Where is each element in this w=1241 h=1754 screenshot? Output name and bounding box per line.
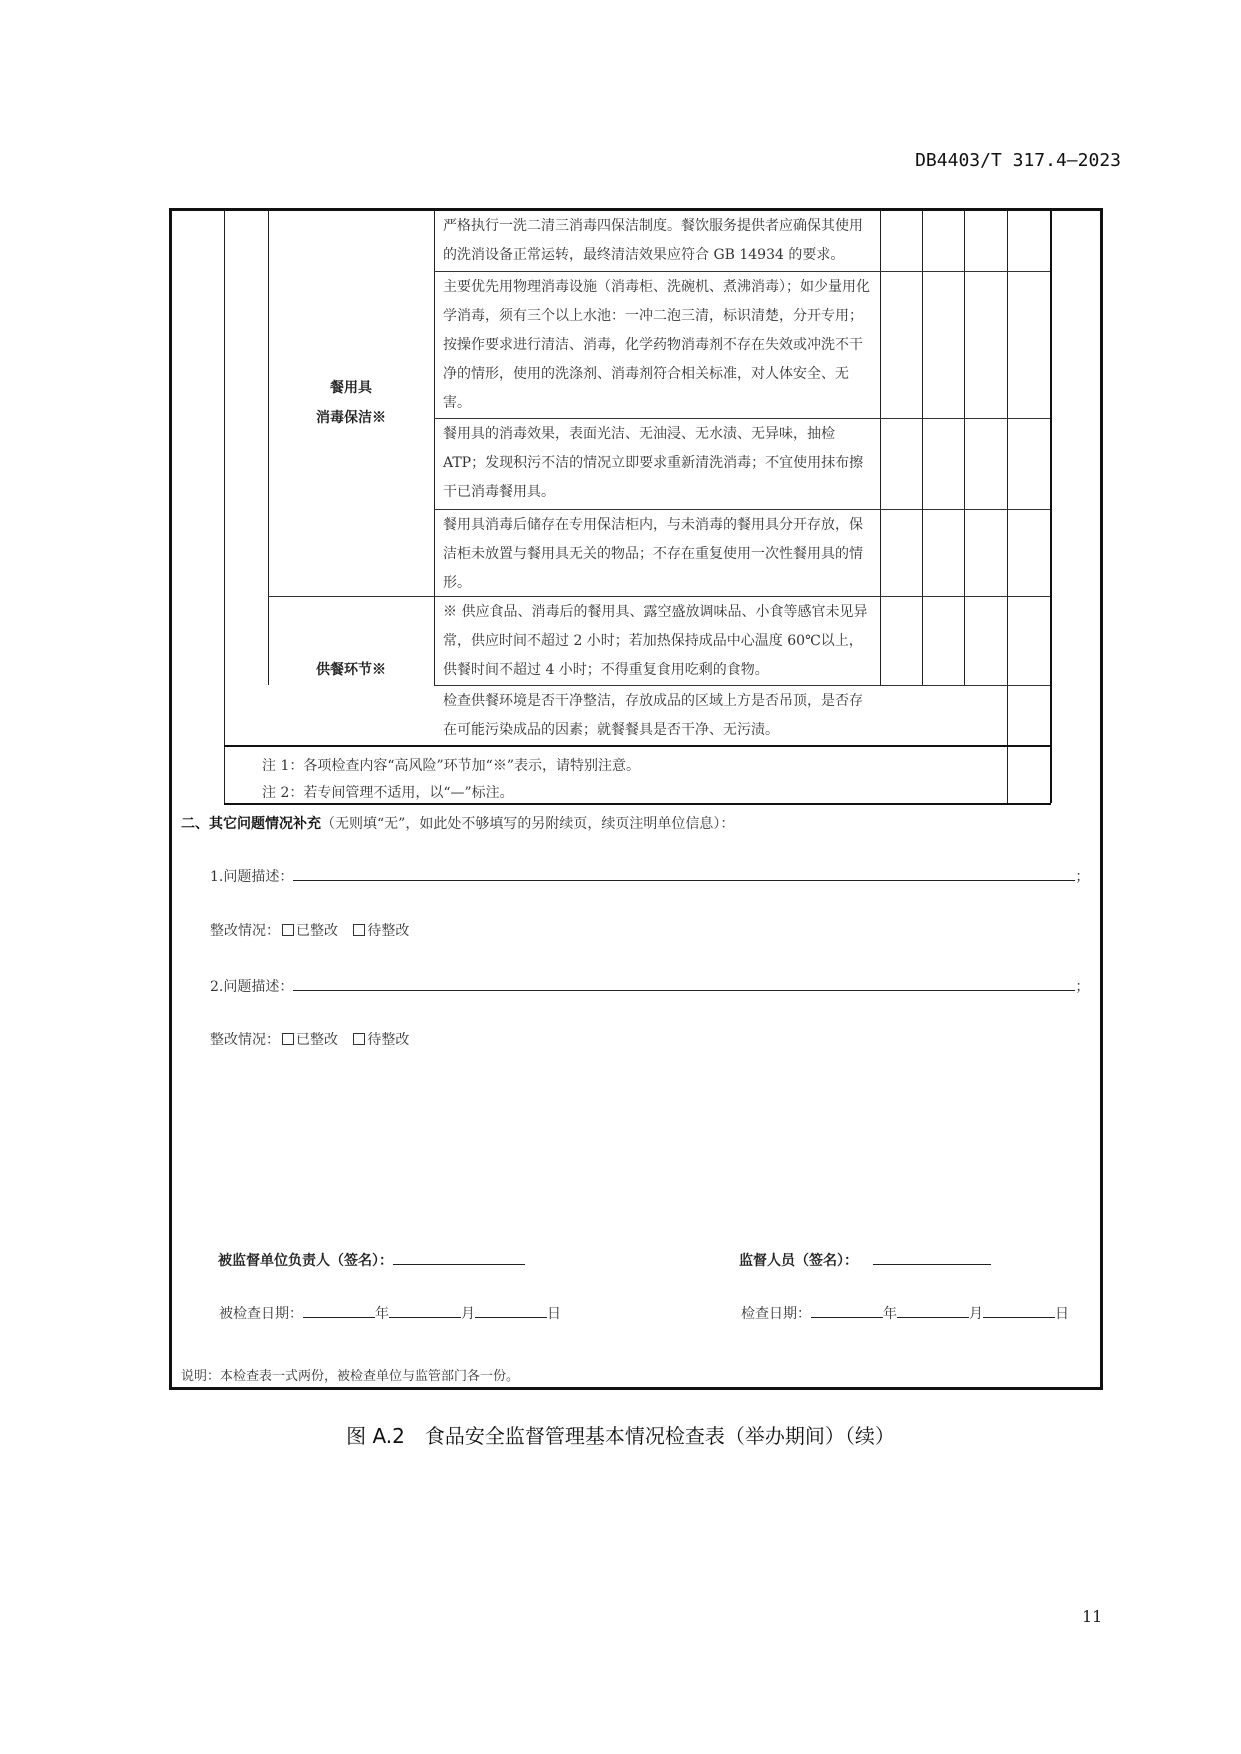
inspection-date: [741, 1303, 1069, 1323]
section2-title: 二、其它问题情况补充: [181, 816, 321, 832]
table-line: [434, 418, 1050, 419]
table-line: [964, 210, 965, 685]
day-input[interactable]: [475, 1303, 547, 1318]
checkbox-pending[interactable]: [353, 924, 365, 936]
supervised-signature: [218, 1250, 525, 1270]
year-label: 年: [883, 1306, 897, 1322]
category-tableware-disinfection: [268, 373, 434, 433]
table-row-text: 严格执行一洗二清三消毒四保洁制度。餐饮服务提供者应确保其使用的洗消设备正常运转，最终清洁效果应符合 GB 14934 的要求。: [443, 218, 863, 263]
footnote: 说明：本检查表一式两份，被检查单位与监管部门各一份。: [181, 1369, 520, 1384]
inspected-date: [219, 1303, 561, 1323]
issue-2: [210, 976, 1089, 996]
table-row-text: 检查供餐环境是否干净整洁，存放成品的区域上方是否吊顶，是否存在可能污染成品的因素；就餐餐具是否干净、无污渍。: [443, 693, 863, 738]
section2-note: （无则填“无”，如此处不够填写的另附续页，续页注明单位信息）：: [321, 816, 735, 832]
issue-label: 1.问题描述：: [210, 869, 294, 885]
checkbox-rectified[interactable]: [282, 1033, 294, 1045]
issue-end: ；: [1075, 869, 1090, 885]
issue-1: [210, 866, 1089, 886]
month-input[interactable]: [897, 1303, 969, 1318]
document-number: DB4403/T 317.4—2023: [915, 150, 1121, 171]
section2-heading: [181, 813, 734, 833]
option-label: 已整改: [296, 1032, 338, 1048]
status-label: 整改情况：: [210, 923, 280, 939]
year-input[interactable]: [811, 1303, 883, 1318]
table-row-text: 主要优先用物理消毒设施（消毒柜、洗碗机、煮沸消毒）；如少量用化学消毒，须有三个以上水池：一冲二泡三清，标识清楚，分开专用；按操作要求进行清洁、消毒，化学药物消毒剂不存在失效或冲洗不干净的情形，使用的洗涤剂、消毒剂符合相关标准，对人体安全、无害。: [443, 279, 870, 411]
month-label: 月: [969, 1306, 983, 1322]
day-input[interactable]: [983, 1303, 1055, 1318]
issue-1-status: [210, 920, 409, 940]
category-label: 消毒保洁※: [316, 410, 386, 426]
checkbox-rectified[interactable]: [282, 924, 294, 936]
table-line: [434, 210, 435, 685]
table-line: [224, 210, 225, 803]
category-label: 供餐环节※: [316, 662, 386, 678]
category-food-serving: [268, 655, 434, 685]
issue-1-input[interactable]: [293, 866, 1075, 881]
option-label: 待整改: [367, 923, 410, 939]
table-row-text: 餐用具的消毒效果，表面光洁、无油浸、无水渍、无异味，抽检 ATP；发现积污不洁的情况立即要求重新清洗消毒；不宜使用抹布擦干已消毒餐用具。: [443, 426, 864, 500]
table-line: [434, 509, 1050, 510]
table-row-text: ※ 供应食品、消毒后的餐用具、露空盛放调味品、小食等感官未见异常，供应时间不超过 2 小时；若加热保持成品中心温度 60℃以上，供餐时间不超过 4 小时；不得重复食用吃剩的食物。: [443, 604, 868, 678]
table-line: [434, 685, 1050, 686]
table-line: [880, 210, 881, 685]
supervised-signature-input[interactable]: [393, 1250, 525, 1265]
page-number: 11: [1082, 1607, 1103, 1626]
option-label: 待整改: [367, 1032, 410, 1048]
date-label: 检查日期：: [741, 1306, 811, 1322]
option-label: 已整改: [296, 923, 338, 939]
inspector-signature-input[interactable]: [873, 1250, 991, 1265]
table-line: [1007, 210, 1008, 803]
note-2: 注 2：若专间管理不适用，以“—”标注。: [262, 785, 514, 801]
issue-2-status: [210, 1029, 409, 1049]
year-label: 年: [375, 1306, 389, 1322]
table-line: [434, 271, 1050, 272]
table-line: [224, 745, 1051, 747]
day-label: 日: [1055, 1306, 1069, 1322]
checkbox-pending[interactable]: [353, 1033, 365, 1045]
table-line: [1050, 210, 1052, 803]
year-input[interactable]: [303, 1303, 375, 1318]
note-1: 注 1：各项检查内容“高风险”环节加“※”表示，请特别注意。: [262, 758, 640, 774]
category-label: 餐用具: [330, 380, 372, 396]
day-label: 日: [547, 1306, 561, 1322]
month-input[interactable]: [389, 1303, 461, 1318]
table-line: [268, 210, 269, 685]
signature-label: 监督人员（签名）：: [739, 1253, 858, 1269]
table-row-text: 餐用具消毒后储存在专用保洁柜内，与未消毒的餐用具分开存放，保洁柜未放置与餐用具无关的物品；不存在重复使用一次性餐用具的情形。: [443, 517, 863, 591]
issue-label: 2.问题描述：: [210, 979, 294, 995]
month-label: 月: [461, 1306, 475, 1322]
status-label: 整改情况：: [210, 1032, 280, 1048]
table-line: [224, 803, 1051, 805]
issue-end: ；: [1075, 979, 1090, 995]
inspector-signature: [739, 1250, 991, 1270]
issue-2-input[interactable]: [293, 976, 1075, 991]
figure-caption: 图 A.2 食品安全监督管理基本情况检查表（举办期间）（续）: [346, 1424, 895, 1448]
date-label: 被检查日期：: [219, 1306, 303, 1322]
table-line: [922, 210, 923, 685]
signature-label: 被监督单位负责人（签名）：: [218, 1253, 393, 1269]
